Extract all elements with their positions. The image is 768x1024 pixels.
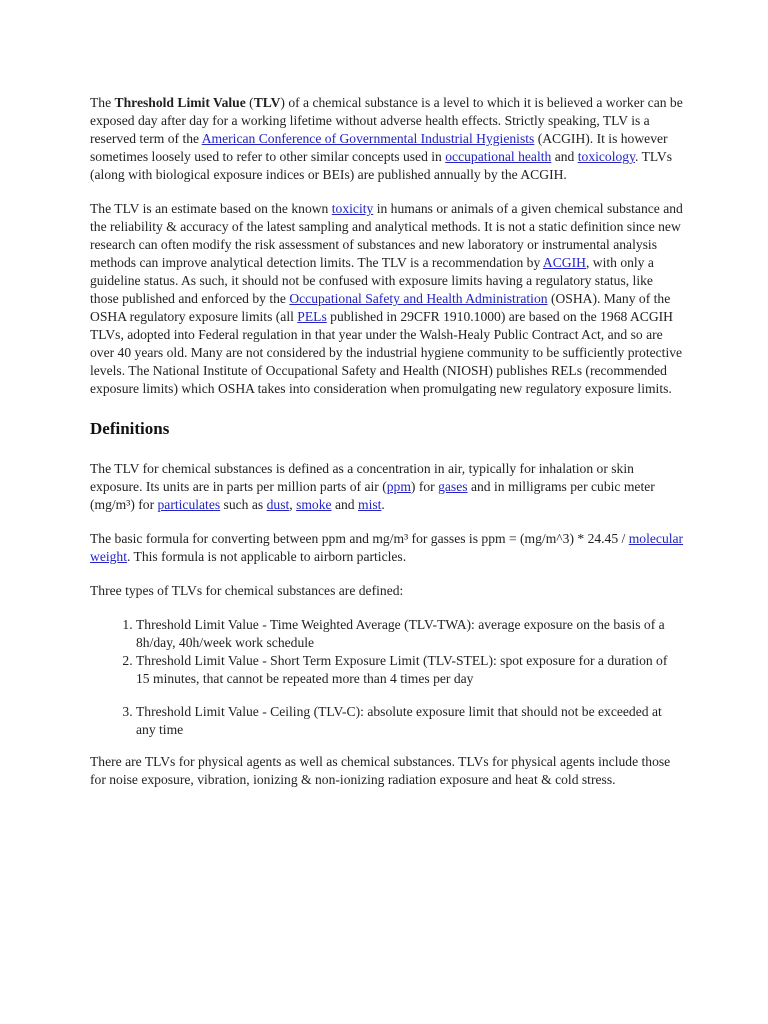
units-text: . bbox=[381, 497, 385, 512]
mist-link[interactable]: mist bbox=[358, 497, 382, 512]
units-paragraph bbox=[90, 460, 684, 514]
estimate-paragraph bbox=[90, 200, 684, 398]
occupational-health-link[interactable]: occupational health bbox=[445, 149, 552, 164]
intro-text: The bbox=[90, 95, 115, 110]
list-item: 3. Threshold Limit Value - Ceiling (TLV-C): absolute exposure limit that should not be exceeded at any time bbox=[136, 703, 684, 739]
units-text: ) for bbox=[410, 479, 439, 494]
smoke-link[interactable]: smoke bbox=[296, 497, 332, 512]
intro-text: ( bbox=[245, 95, 254, 110]
intro-text: (ACGIH). It is however sometimes loosely used to refer to other similar concepts used in bbox=[90, 131, 668, 164]
osha-link[interactable]: Occupational Safety and Health Administration bbox=[289, 291, 548, 306]
pels-link[interactable]: PELs bbox=[297, 309, 327, 324]
acgih-link[interactable]: ACGIH bbox=[542, 255, 586, 270]
intro-text: ) of a chemical substance is a level to which it is believed a worker can be exposed day after day for a working lifetime without adverse health effects. Strictly speaking, TLV is a reserved term of the bbox=[90, 95, 683, 146]
intro-text: and bbox=[551, 149, 578, 164]
units-text: The TLV for chemical substances is defined as a concentration in air, typically for inhalation or skin exposure. Its units are in parts per million parts of air ( bbox=[90, 461, 634, 494]
list-item: 1. Threshold Limit Value - Time Weighted Average (TLV-TWA): average exposure on the basis of a 8h/day, 40h/week work schedule bbox=[136, 616, 684, 652]
formula-text: The basic formula for converting between ppm and mg/m³ for gasses is ppm = (mg/m^3) * 24.45 / bbox=[90, 531, 629, 546]
gases-link[interactable]: gases bbox=[438, 479, 468, 494]
acgih-full-link[interactable]: American Conference of Governmental Industrial Hygienists bbox=[201, 131, 535, 146]
list-item: 2. Threshold Limit Value - Short Term Exposure Limit (TLV-STEL): spot exposure for a duration of 15 minutes, that cannot be repeated more than 4 times per day bbox=[136, 652, 684, 688]
estimate-text: published in 29CFR 1910.1000) are based on the 1968 ACGIH TLVs, adopted into Federal regulation in that year under the Walsh-Healy Public Contract Act, and so are over 40 years old. Many are not considered by the industrial hygiene community to be sufficiently protective levels. The National Institute of Occupational Safety and Health (NIOSH) publishes RELs (recommended exposure limits) which OSHA takes into consideration when promulgating new regulatory exposure limits. bbox=[90, 309, 683, 396]
units-text: and bbox=[331, 497, 358, 512]
estimate-text: (OSHA). Many of the OSHA regulatory exposure limits (all bbox=[90, 291, 671, 324]
estimate-text: in humans or animals of a given chemical substance and the reliability & accuracy of the latest sampling and analytical methods. It is not a static definition since new research can often modify the risk assessment of substances and new laboratory or instrumental analysis methods can improve analytical detection limits. The TLV is a recommendation by bbox=[90, 201, 683, 270]
types-intro: Three types of TLVs for chemical substances are defined: bbox=[90, 583, 404, 598]
toxicity-link[interactable]: toxicity bbox=[331, 201, 374, 216]
intro-text: . TLVs (along with biological exposure indices or BEIs) are published annually by the ACGIH. bbox=[90, 149, 673, 182]
ppm-link[interactable]: ppm bbox=[386, 479, 411, 494]
units-text: and in milligrams per cubic meter (mg/m³) for bbox=[90, 479, 655, 512]
intro-term-bold: Threshold Limit Value bbox=[114, 95, 246, 110]
physical-agents-paragraph: There are TLVs for physical agents as well as chemical substances. TLVs for physical agents include those for noise exposure, vibration, ionizing & non-ionizing radiation exposure and heat & cold stress. bbox=[90, 754, 671, 787]
formula-paragraph bbox=[90, 530, 684, 566]
dust-link[interactable]: dust bbox=[266, 497, 290, 512]
molecular-weight-link[interactable]: molecular weight bbox=[90, 531, 684, 564]
estimate-text: , with only a guideline status. As such, it should not be confused with exposure limits having a regulatory status, like those published and enforced by the bbox=[90, 255, 654, 306]
units-text: such as bbox=[220, 497, 267, 512]
document-body bbox=[90, 94, 684, 805]
particulates-link[interactable]: particulates bbox=[157, 497, 221, 512]
intro-paragraph bbox=[90, 94, 684, 184]
estimate-text: The TLV is an estimate based on the known bbox=[90, 201, 332, 216]
intro-abbr-bold: TLV bbox=[253, 95, 281, 110]
units-text: , bbox=[289, 497, 297, 512]
tlv-types-list bbox=[90, 616, 684, 739]
toxicology-link[interactable]: toxicology bbox=[577, 149, 636, 164]
definitions-heading: Definitions bbox=[90, 419, 170, 438]
formula-text: . This formula is not applicable to airborn particles. bbox=[127, 549, 407, 564]
